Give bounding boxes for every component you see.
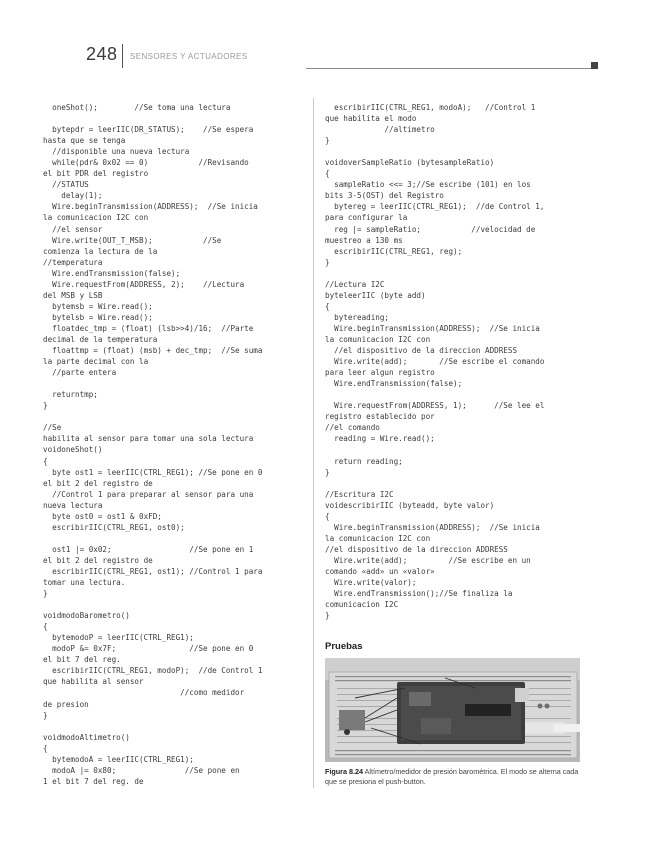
code-line: byte ost1 = leerIIC(CTRL_REG1); //Se pone en 0 bbox=[43, 467, 263, 477]
code-line: floatdec_tmp = (float) (lsb>>4)/16; //Parte bbox=[43, 323, 254, 333]
code-line: sampleRatio <<= 3;//Se escribe (101) en los bbox=[325, 180, 531, 190]
code-line: Wire.beginTransmission(ADDRESS); //Se inicia bbox=[43, 202, 258, 212]
code-line: //altimetro bbox=[325, 125, 435, 135]
code-line: } bbox=[43, 401, 48, 411]
code-line: Wire.beginTransmission(ADDRESS); //Se inicia bbox=[325, 522, 540, 532]
code-line: el bit PDR del registro bbox=[43, 169, 149, 179]
page-number: 248 bbox=[86, 44, 118, 64]
code-line: byteleerIIC (byte add) bbox=[325, 290, 426, 300]
code-line: floattmp = (float) (msb) + dec_tmp; //Se suma bbox=[43, 346, 263, 356]
code-line: que habilita al sensor bbox=[43, 677, 144, 687]
code-line: byte ost0 = ost1 & 0xFD; bbox=[43, 511, 162, 521]
code-column-left bbox=[43, 102, 305, 787]
figure-caption-text: Altímetro/medidor de presión barométrica. El modo se alterna cada que se presiona el push-button. bbox=[325, 767, 579, 786]
code-line: //como medidor bbox=[43, 688, 245, 698]
code-column-right bbox=[325, 102, 587, 621]
code-line bbox=[43, 721, 305, 732]
code-line: //Se bbox=[43, 423, 62, 433]
code-line: bytereading; bbox=[325, 312, 390, 322]
code-line: de presion bbox=[43, 699, 89, 709]
code-line: ost1 |= 0x02; //Se pone en 1 bbox=[43, 544, 254, 554]
code-line: para leer algun registro bbox=[325, 368, 435, 378]
code-line: decimal de la temperatura bbox=[43, 334, 158, 344]
code-line: Wire.write(valor); bbox=[325, 578, 417, 588]
code-line: bytemsb = Wire.read(); bbox=[43, 301, 153, 311]
code-line: voidoverSampleRatio (bytesampleRatio) bbox=[325, 158, 495, 168]
code-line: voidmodoAltimetro() bbox=[43, 732, 130, 742]
code-line: el bit 2 del registro de bbox=[43, 478, 153, 488]
code-line: return reading; bbox=[325, 456, 403, 466]
code-line: modoA |= 0x80; //Se pone en bbox=[43, 765, 240, 775]
page-header bbox=[0, 0, 661, 80]
header-marker bbox=[591, 62, 598, 69]
header-rule bbox=[306, 68, 594, 69]
figure-caption bbox=[325, 767, 587, 786]
code-line: registro establecido por bbox=[325, 412, 435, 422]
code-line: //STATUS bbox=[43, 180, 89, 190]
code-line: } bbox=[43, 710, 48, 720]
code-line: escribirIIC(CTRL_REG1, ost1); //Control 1 para bbox=[43, 566, 263, 576]
code-line bbox=[43, 533, 305, 544]
code-line: //Control 1 para preparar al sensor para una bbox=[43, 489, 254, 499]
code-line: escribirIIC(CTRL_REG1, modoP); //de Control 1 bbox=[43, 666, 263, 676]
section-title: SENSORES Y ACTUADORES bbox=[130, 52, 248, 61]
code-line: Wire.endTransmission(false); bbox=[325, 379, 463, 389]
code-line: voidoneShot() bbox=[43, 445, 103, 455]
code-line: modoP &= 0x7F; //Se pone en 0 bbox=[43, 644, 254, 654]
code-line bbox=[325, 268, 587, 279]
code-line: muestreo a 130 ms bbox=[325, 235, 403, 245]
code-line: { bbox=[325, 169, 330, 179]
code-line: hasta que se tenga bbox=[43, 136, 126, 146]
code-line: voidescribirIIC (byteadd, byte valor) bbox=[325, 500, 495, 510]
code-line bbox=[325, 146, 587, 157]
header-divider bbox=[122, 44, 123, 68]
code-line: la comunicacion I2C con bbox=[325, 334, 431, 344]
code-line: nueva lectura bbox=[43, 500, 103, 510]
code-line: } bbox=[43, 589, 48, 599]
column-divider bbox=[313, 98, 314, 788]
code-line: //el comando bbox=[325, 423, 380, 433]
code-line: //Escritura I2C bbox=[325, 489, 394, 499]
code-line: el bit 7 del reg. bbox=[43, 655, 121, 665]
code-line: del MSB y LSB bbox=[43, 290, 103, 300]
code-line: //el sensor bbox=[43, 224, 103, 234]
code-line: Wire.write(OUT_T_MSB); //Se bbox=[43, 235, 222, 245]
code-line: Wire.write(add); //Se escribe el comando bbox=[325, 357, 545, 367]
code-line: comunicacion I2C bbox=[325, 600, 399, 610]
code-line: Wire.endTransmission();//Se finaliza la bbox=[325, 589, 513, 599]
code-line: bytepdr = leerIIC(DR_STATUS); //Se espera bbox=[43, 125, 254, 135]
code-line: reg |= sampleRatio; //velocidad de bbox=[325, 224, 536, 234]
code-line: el bit 2 del registro de bbox=[43, 555, 153, 565]
code-line: { bbox=[325, 511, 330, 521]
code-line: while(pdr& 0x02 == 0) //Revisando bbox=[43, 158, 249, 168]
code-line: la comunicacion I2C con bbox=[43, 213, 149, 223]
code-line: escribirIIC(CTRL_REG1, reg); bbox=[325, 246, 463, 256]
code-line: oneShot(); //Se toma una lectura bbox=[43, 103, 231, 112]
code-line: { bbox=[43, 456, 48, 466]
figure-label: Figura 8.24 bbox=[325, 767, 363, 776]
code-line bbox=[43, 411, 305, 422]
code-line bbox=[325, 478, 587, 489]
code-line: Wire.endTransmission(false); bbox=[43, 268, 181, 278]
code-line: habilita al sensor para tomar una sola lectura bbox=[43, 434, 254, 444]
code-line: { bbox=[43, 622, 48, 632]
breadboard-photo bbox=[325, 658, 580, 762]
code-line: voidmodoBarometro() bbox=[43, 611, 130, 621]
code-line: para configurar la bbox=[325, 213, 408, 223]
code-line: //Lectura I2C bbox=[325, 279, 385, 289]
code-line bbox=[325, 389, 587, 400]
code-line: Wire.write(add); //Se escribe en un bbox=[325, 555, 531, 565]
code-line: bytelsb = Wire.read(); bbox=[43, 312, 153, 322]
code-line: la parte decimal con la bbox=[43, 357, 149, 367]
section-heading: Pruebas bbox=[325, 641, 363, 652]
code-line: bytemodoA = leerIIC(CTRL_REG1); bbox=[43, 754, 194, 764]
code-line: } bbox=[325, 136, 330, 146]
code-line: escribirIIC(CTRL_REG1, ost0); bbox=[43, 522, 185, 532]
code-line: //parte entera bbox=[43, 368, 117, 378]
code-line bbox=[43, 599, 305, 610]
code-line: bits 3-5(OST) del Registro bbox=[325, 191, 444, 201]
code-line: Wire.requestFrom(ADDRESS, 1); //Se lee el bbox=[325, 401, 545, 411]
code-line: que habilita el modo bbox=[325, 114, 417, 124]
code-line: la comunicacion I2C con bbox=[325, 533, 431, 543]
code-line: bytemodoP = leerIIC(CTRL_REG1); bbox=[43, 633, 194, 643]
code-line: //el dispositivo de la direccion ADDRESS bbox=[325, 544, 508, 554]
code-line: //el dispositivo de la direccion ADDRESS bbox=[325, 346, 518, 356]
code-line: reading = Wire.read(); bbox=[325, 434, 435, 444]
code-line: Wire.requestFrom(ADDRESS, 2); //Lectura bbox=[43, 279, 245, 289]
code-line: 1 el bit 7 del reg. de bbox=[43, 776, 144, 786]
code-line bbox=[43, 378, 305, 389]
code-line: comienza la lectura de la bbox=[43, 246, 158, 256]
code-line bbox=[325, 444, 587, 455]
code-line: { bbox=[43, 743, 48, 753]
code-line: bytereg = leerIIC(CTRL_REG1); //de Control 1, bbox=[325, 202, 545, 212]
code-line: { bbox=[325, 301, 330, 311]
code-line: delay(1); bbox=[43, 191, 103, 201]
code-line: //disponible una nueva lectura bbox=[43, 147, 190, 157]
code-line: comando «add» un «valor» bbox=[325, 566, 435, 576]
code-line: } bbox=[325, 257, 330, 267]
code-line: } bbox=[325, 467, 330, 477]
code-line bbox=[43, 113, 305, 124]
code-line: escribirIIC(CTRL_REG1, modoA); //Control 1 bbox=[325, 103, 536, 112]
code-line: tomar una lectura. bbox=[43, 578, 126, 588]
code-line: //temperatura bbox=[43, 257, 103, 267]
code-line: returntmp; bbox=[43, 390, 98, 400]
code-line: Wire.beginTransmission(ADDRESS); //Se inicia bbox=[325, 323, 540, 333]
code-line: } bbox=[325, 611, 330, 621]
